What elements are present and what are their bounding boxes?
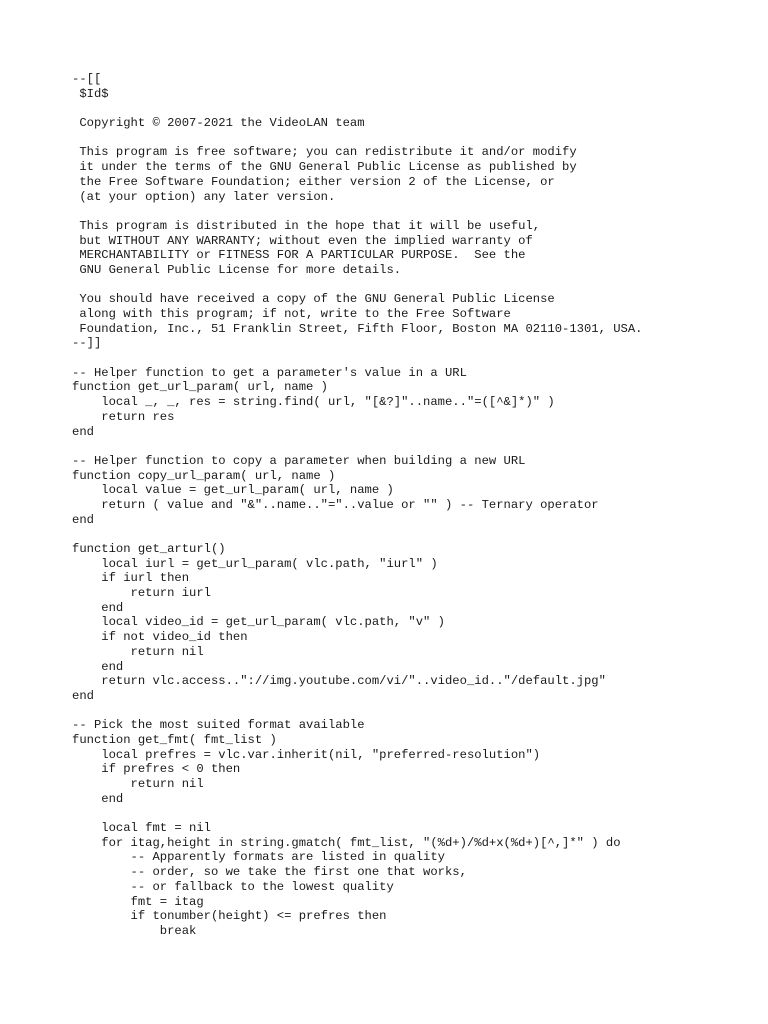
code-line: if prefres < 0 then xyxy=(72,762,241,777)
code-line: end xyxy=(72,600,124,615)
code-line: end xyxy=(72,791,124,806)
code-line: along with this program; if not, write to the Free Software xyxy=(72,307,511,321)
code-line: (at your option) any later version. xyxy=(72,189,336,204)
code-line: Foundation, Inc., 51 Franklin Street, Fifth Floor, Boston MA 02110-1301, USA. xyxy=(72,321,643,336)
code-line: -- Apparently formats are listed in quality xyxy=(72,850,445,865)
code-line: fmt = itag xyxy=(72,894,204,909)
code-line: GNU General Public License for more details. xyxy=(72,262,402,277)
code-line: -- or fallback to the lowest quality xyxy=(72,879,394,894)
code-line: You should have received a copy of the GNU General Public License xyxy=(72,292,555,307)
code-line: but WITHOUT ANY WARRANTY; without even the implied warranty of xyxy=(72,233,533,248)
code-line: for itag,height in string.gmatch( fmt_list, "(%d+)/%d+x(%d+)[^,]*" ) do xyxy=(72,835,621,850)
code-line: $Id$ xyxy=(72,86,109,101)
code-line: if iurl then xyxy=(72,571,190,586)
code-line: return iurl xyxy=(72,586,211,601)
code-line: -- Helper function to get a parameter's value in a URL xyxy=(72,365,467,380)
code-line: --[[ xyxy=(72,72,102,86)
code-line xyxy=(72,527,642,542)
code-line xyxy=(72,101,642,116)
code-line: local prefres = vlc.var.inherit(nil, "preferred-resolution") xyxy=(72,747,541,762)
code-line: local value = get_url_param( url, name ) xyxy=(72,483,394,498)
code-line xyxy=(72,204,642,219)
code-line: return nil xyxy=(72,777,204,791)
code-line: it under the terms of the GNU General Public License as published by xyxy=(72,160,577,175)
code-line: end xyxy=(72,659,124,674)
code-line xyxy=(72,351,642,366)
code-line xyxy=(72,704,642,719)
code-line: return ( value and "&"..name.."="..value or "" ) -- Ternary operator xyxy=(72,497,599,512)
code-line: return vlc.access.."://img.youtube.com/vi/"..video_id.."/default.jpg" xyxy=(72,674,606,689)
source-code-listing xyxy=(72,72,642,939)
code-line: local iurl = get_url_param( vlc.path, "iurl" ) xyxy=(72,556,438,571)
code-line: -- Helper function to copy a parameter when building a new URL xyxy=(72,453,526,468)
code-line: return nil xyxy=(72,644,204,659)
code-line: MERCHANTABILITY or FITNESS FOR A PARTICULAR PURPOSE. See the xyxy=(72,248,526,263)
code-line: end xyxy=(72,512,94,527)
code-line: -- Pick the most suited format available xyxy=(72,718,365,733)
code-line: --]] xyxy=(72,336,102,351)
code-line: This program is distributed in the hope that it will be useful, xyxy=(72,218,541,233)
code-line: function get_url_param( url, name ) xyxy=(72,380,328,395)
code-line: function get_fmt( fmt_list ) xyxy=(72,732,277,747)
code-line: end xyxy=(72,424,94,439)
code-line xyxy=(72,131,642,146)
code-line: return res xyxy=(72,409,175,424)
code-line: local video_id = get_url_param( vlc.path, "v" ) xyxy=(72,615,445,630)
code-line: local _, _, res = string.find( url, "[&?]"..name.."=([^&]*)" ) xyxy=(72,395,555,410)
code-line xyxy=(72,806,642,821)
code-line: function get_arturl() xyxy=(72,542,226,556)
code-line: break xyxy=(72,923,197,938)
code-line xyxy=(72,439,642,454)
code-line: if tonumber(height) <= prefres then xyxy=(72,909,387,924)
code-line: This program is free software; you can redistribute it and/or modify xyxy=(72,145,577,160)
code-line: end xyxy=(72,688,94,703)
code-line: local fmt = nil xyxy=(72,821,211,836)
code-line: Copyright © 2007-2021 the VideoLAN team xyxy=(72,116,365,131)
code-line: -- order, so we take the first one that works, xyxy=(72,865,467,880)
code-line xyxy=(72,278,642,293)
code-line: function copy_url_param( url, name ) xyxy=(72,468,336,483)
code-line: if not video_id then xyxy=(72,630,248,645)
code-line: the Free Software Foundation; either version 2 of the License, or xyxy=(72,174,555,189)
